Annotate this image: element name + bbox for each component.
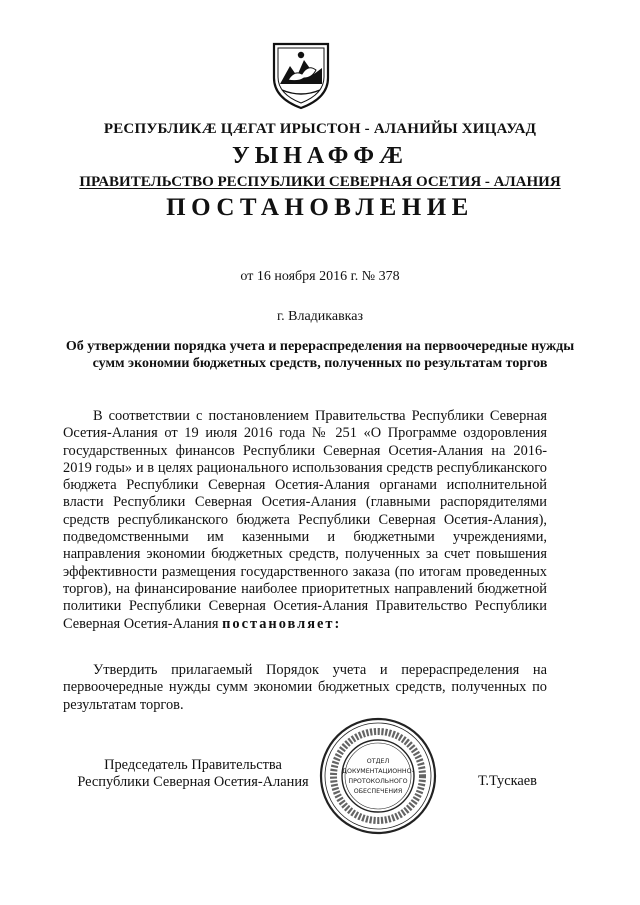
signatory-title-line-1: Председатель Правительства [104, 757, 282, 773]
header-government-russian: ПРАВИТЕЛЬСТВО РЕСПУБЛИКИ СЕВЕРНАЯ ОСЕТИЯ - АЛАНИЯ [79, 174, 561, 190]
signatory-name: Т.Тускаев [478, 773, 537, 789]
resolution-keyword: постановляет: [222, 615, 342, 632]
seal-line-1: ОТДЕЛ [366, 758, 390, 765]
seal-line-2: ДОКУМЕНТАЦИОННО- [342, 768, 414, 775]
header-decree-ossetian: УЫНАФФӔ [232, 143, 408, 169]
header-decree-russian: ПОСТАНОВЛЕНИЕ [166, 194, 474, 221]
document-city: г. Владикавказ [276, 309, 364, 324]
body-paragraph-2: Утвердить прилагаемый Порядок учета и перераспределения на первоочередные нужды сумм экономии бюджетных средств, полученных по результатам торгов. [63, 662, 547, 713]
seal-center-text [342, 758, 414, 795]
body-paragraph-1-text: В соответствии с постановлением Правительства Республики Северная Осетия-Алания от 19 июля 2016 года № 251 «О Программе оздоровления государственных финансов Республики Северная Осетия-Алания на 2016-2019 годы» и в целях рационального использования средств республиканского бюджета Республики Северная Осетия-Алания органами исполнительной власти Республики Северная Осетия-Алания (главными распорядителями средств республиканского бюджета Республики Северная Осетия-Алания), подведомственными им казенными и бюджетными учреждениями, направления экономии бюджетных средств, полученных за счет повышения эффективности размещения государственного заказа (по итогам проведенных торгов), на финансирование наиболее приоритетных направлений бюджетной политики Республики Северная Осетия-Алания Правительство Республики Северная Осетия-Алания [63, 408, 547, 632]
coat-of-arms-emblem [268, 40, 334, 110]
signatory-title-line-2: Республики Северная Осетия-Алания [77, 774, 309, 790]
seal-line-4: ОБЕСПЕЧЕНИЯ [353, 788, 403, 795]
document-date-number: от 16 ноября 2016 г. № 378 [240, 269, 400, 284]
document-title: Об утверждении порядка учета и перераспределения на первоочередные нужды сумм экономии бюджетных средств, полученных по результатам торгов [65, 339, 575, 371]
header-republic-ossetian: РЕСПУБЛИКӔ ЦӔГАТ ИРЫСТОН - АЛАНИЙЫ ХИЦАУАД [103, 121, 537, 137]
official-seal-stamp [318, 716, 438, 836]
signatory-title [63, 757, 323, 791]
seal-line-3: ПРОТОКОЛЬНОГО [348, 778, 408, 785]
body-paragraph-1 [63, 408, 547, 633]
